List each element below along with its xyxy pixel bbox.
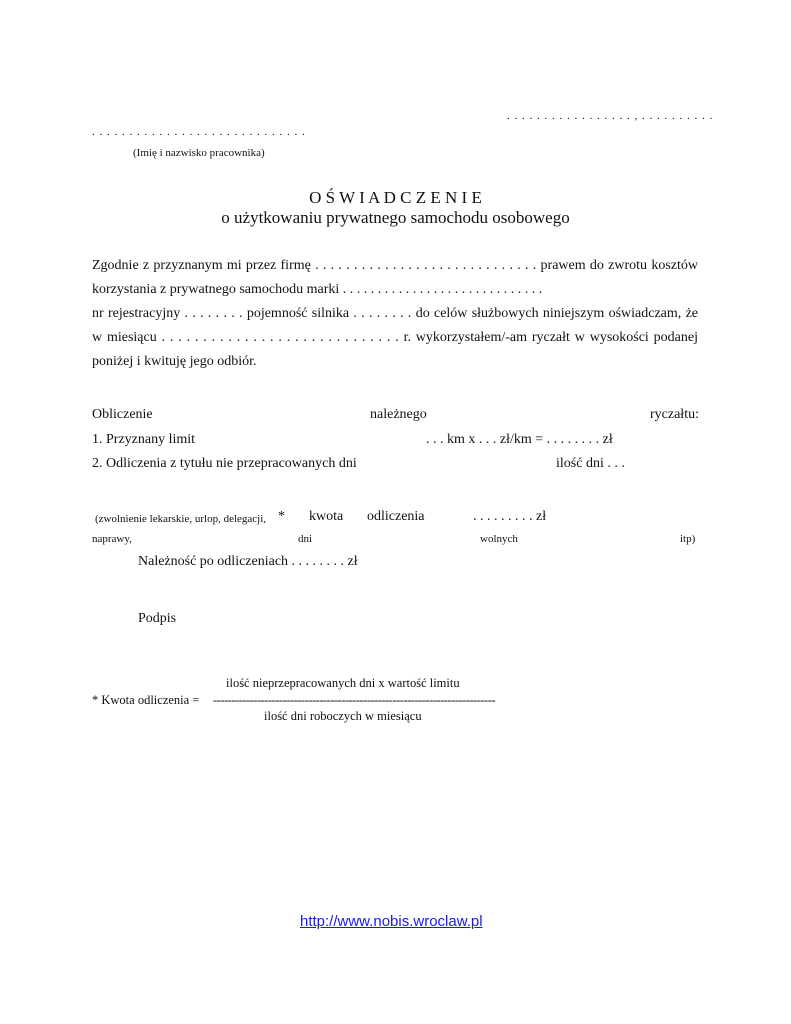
employee-name-field: . . . . . . . . . . . . . . . . . . . . . . . . . . . . .	[92, 126, 306, 138]
deduction-reasons-a: (zwolnienie lekarskie, urlop, delegacji,	[95, 513, 267, 525]
formula-numerator: ilość nieprzepracowanych dni x wartość limitu	[226, 676, 460, 690]
body-line-3: nr rejestracyjny . . . . . . . . pojemność silnika . . . . . . . . do celów służbowych niniejszym oświadczam, że	[92, 306, 698, 321]
footer-link[interactable]: http://www.nobis.wroclaw.pl	[300, 913, 483, 930]
deduction-reasons-b1: naprawy,	[92, 533, 132, 545]
deduction-reasons-b2: dni	[298, 533, 313, 545]
deduction-reasons-b3: wolnych	[480, 533, 518, 545]
deduction-amount: . . . . . . . . . zł	[473, 509, 547, 524]
calc-heading-c: ryczałtu:	[650, 407, 699, 422]
deduction-reasons-b4: itp)	[680, 533, 696, 545]
body-line-4: w miesiącu . . . . . . . . . . . . . . . . . . . . . . . . . . . . . r. wykorzystałem/-am ryczałt w wysokości podanej	[92, 330, 698, 345]
formula-fraction-line: -----------------------------------------------------------------------------	[213, 693, 496, 707]
document-subtitle: o użytkowaniu prywatnego samochodu osobowego	[221, 208, 570, 227]
deductions-days: ilość dni . . .	[556, 456, 625, 471]
employee-name-caption: (Imię i nazwisko pracownika)	[133, 147, 265, 159]
deduction-odliczenia: odliczenia	[367, 509, 425, 524]
signature-label: Podpis	[138, 611, 177, 626]
deduction-star: *	[278, 509, 285, 524]
calc-heading-a: Obliczenie	[92, 407, 153, 422]
body-line-1: Zgodnie z przyznanym mi przez firmę . . . . . . . . . . . . . . . . . . . . . . . . . . . . . prawem do zwrotu kosztów	[92, 258, 698, 273]
limit-label: 1. Przyznany limit	[92, 432, 196, 447]
calc-heading-b: należnego	[370, 407, 427, 422]
formula-label: * Kwota odliczenia =	[92, 693, 200, 707]
body-line-5: poniżej i kwituję jego odbiór.	[92, 354, 257, 369]
net-due: Należność po odliczeniach . . . . . . . . zł	[138, 554, 358, 569]
deductions-label: 2. Odliczenia z tytułu nie przepracowanych dni	[92, 456, 357, 471]
document-title: O Ś W I A D C Z E N I E	[309, 188, 482, 207]
place-date-field: . . . . . . . . . . . . . . . . . , . . . . . . . . . .	[507, 110, 714, 122]
body-line-2: korzystania z prywatnego samochodu marki . . . . . . . . . . . . . . . . . . . . . . . . . . . . .	[92, 282, 543, 297]
limit-value: . . . km x . . . zł/km = . . . . . . . . zł	[426, 432, 613, 447]
deduction-kwota: kwota	[309, 509, 344, 524]
formula-denominator: ilość dni roboczych w miesiącu	[264, 709, 422, 723]
